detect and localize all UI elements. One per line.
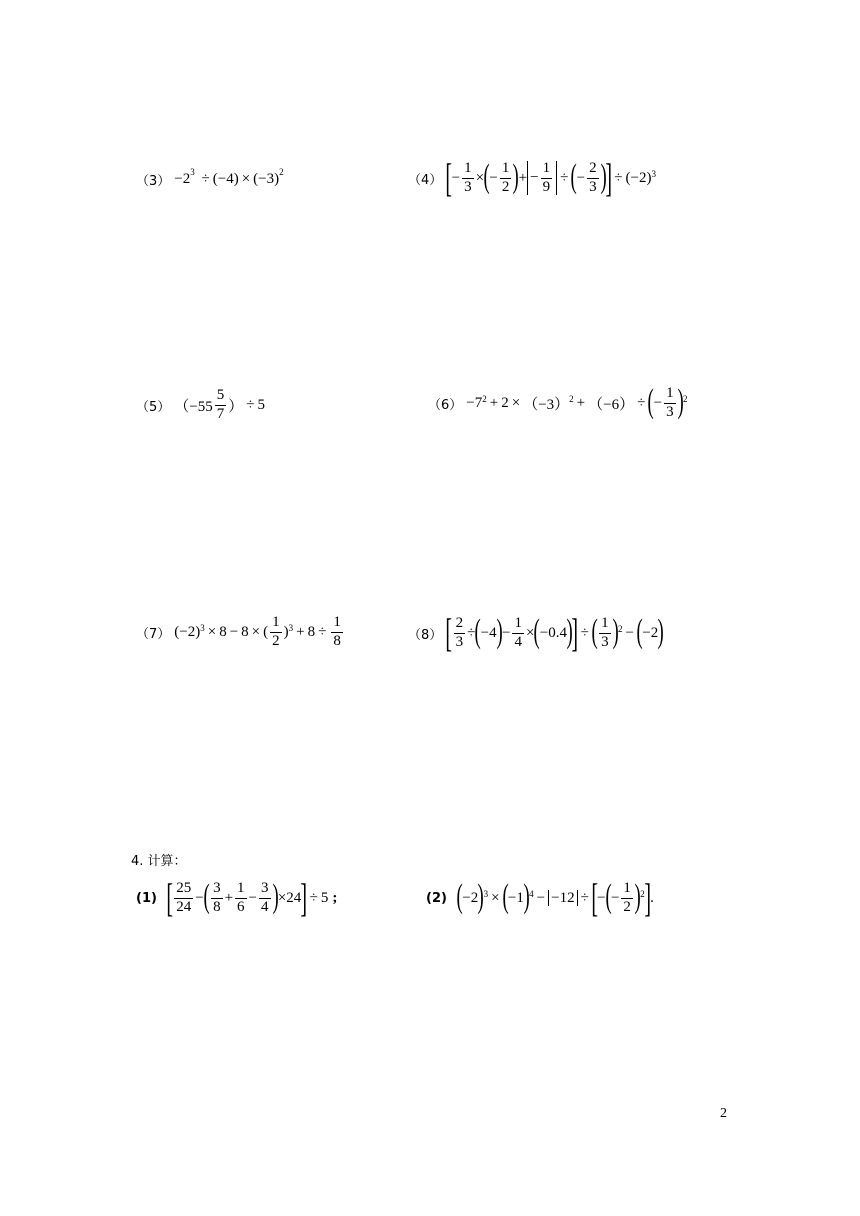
problem-8-expression: [ $\frac{2}{3}$ ÷ ( −4 ) − $\frac{1}{4}$ × ( −0.4 ) ] ÷ ( $\frac{1}{3}$ ) $^2$ − ( −2 )	[445, 610, 665, 655]
section-4-question-1	[136, 875, 338, 920]
problem-4-label: （4）	[408, 172, 443, 188]
problem-3	[136, 167, 284, 189]
question-2-expression: ( −2 ) $^3$ × ( −1 ) $^4$ − −12 ÷ [ − ( − $\frac{1}{2}$ ) $^2$ ] .	[456, 875, 654, 920]
problem-7-expression: (−2) $^3$ × 8 − 8 × ( $\frac{1}{2}$ ) $^3$ + 8 ÷ $\frac{1}{8}$	[174, 614, 341, 649]
problem-6-label: （6）	[428, 397, 463, 413]
page-number: 2	[720, 1106, 727, 1121]
problem-5-label: （5）	[136, 399, 171, 415]
problem-6-expression: −7 $^2$ + 2 × （−3） $^2$ + （−6） ÷ ( − $\frac{1}{3}$ ) $^2$	[466, 383, 688, 421]
problem-7	[136, 615, 345, 650]
question-1-label: (1)	[136, 890, 157, 906]
problem-3-label: （3）	[136, 174, 171, 189]
problem-7-label: （7）	[136, 626, 171, 642]
problem-8	[408, 610, 665, 655]
problem-3-expression: $-2^3 \div (-4) \times (-3)^2$	[174, 167, 284, 187]
section-4-title: 4. 计算：	[131, 854, 187, 869]
problem-4-expression: [ − $\frac{1}{3}$ × ( − $\frac{1}{2}$ ) + − $\frac{1}{9}$ ÷ ( − $\frac{2}{3}$ ) ] ÷ (−2) $^3$	[445, 155, 656, 200]
problem-4	[408, 155, 656, 200]
problem-8-label: （8）	[408, 627, 443, 643]
section-4-question-2	[426, 875, 654, 920]
question-1-expression: [ $\frac{25}{24}$ − ( $\frac{3}{8}$ + $\frac{1}{6}$ − $\frac{3}{4}$ ) ×24 ] ÷ 5 ;	[166, 875, 338, 920]
question-2-label: (2)	[426, 890, 447, 906]
problem-5-expression: （−55 $\frac{5}{7}$ ） ÷ 5	[174, 387, 265, 422]
problem-5	[136, 388, 265, 423]
problem-6	[428, 383, 688, 421]
